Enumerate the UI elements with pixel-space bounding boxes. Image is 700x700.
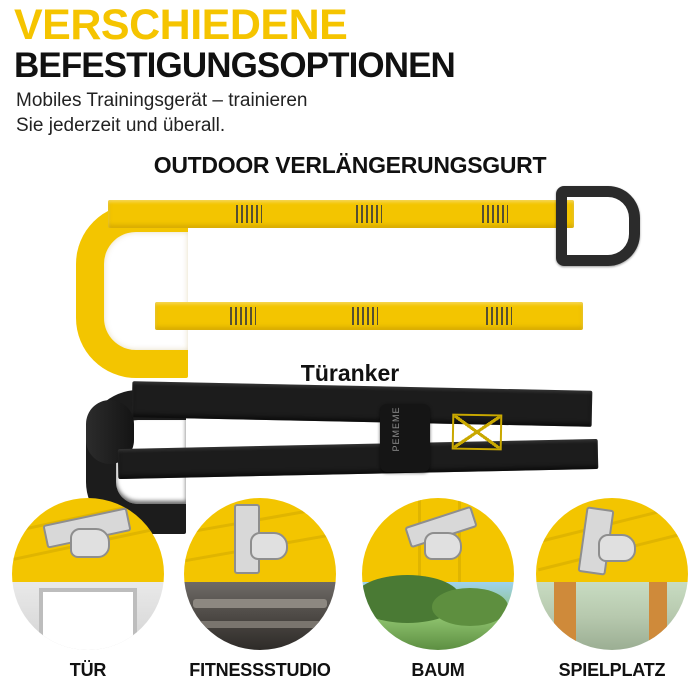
stitch-mark xyxy=(482,205,508,223)
stitch-mark xyxy=(486,307,512,325)
subheadline-line-2: Sie jederzeit und überall. xyxy=(16,115,226,136)
brand-text: PEMEME xyxy=(391,406,401,452)
scene-top-background xyxy=(362,498,514,582)
x-box-stitch xyxy=(452,414,503,451)
door-frame-photo xyxy=(12,582,164,650)
use-case-playground xyxy=(532,498,692,681)
stitch-mark xyxy=(356,205,382,223)
yellow-extension-strap-image xyxy=(0,180,700,355)
hand-icon xyxy=(250,532,288,560)
hand-icon xyxy=(598,534,636,562)
subheadline-line-1: Mobiles Trainingsgerät – trainieren xyxy=(16,90,308,111)
yellow-strap-loop xyxy=(76,204,188,378)
use-case-caption: SPIELPLATZ xyxy=(558,660,666,680)
playground-photo xyxy=(536,582,688,650)
scene-top-background xyxy=(536,498,688,582)
scene-top-background xyxy=(184,498,336,582)
use-case-door-image xyxy=(12,498,164,650)
headline-secondary: BEFESTIGUNGSOPTIONEN xyxy=(14,46,455,85)
use-case-tree xyxy=(358,498,518,681)
tree-photo xyxy=(362,582,514,650)
guide-line xyxy=(185,505,335,534)
use-case-gallery xyxy=(0,498,700,700)
stitch-mark xyxy=(230,307,256,325)
stitch-mark xyxy=(236,205,262,223)
gym-photo xyxy=(184,582,336,650)
use-case-door xyxy=(8,498,168,681)
use-case-caption: FITNESSSTUDIO xyxy=(189,660,331,680)
use-case-tree-image xyxy=(362,498,514,650)
door-anchor-image xyxy=(0,382,700,492)
hand-icon xyxy=(70,528,110,558)
headline-primary: VERSCHIEDENE xyxy=(14,1,348,49)
product-label-outdoor: OUTDOOR VERLÄNGERUNGSGURT xyxy=(153,152,547,178)
subheadline xyxy=(16,88,308,138)
scene-top-background xyxy=(12,498,164,582)
black-strap-upper-run xyxy=(132,381,593,427)
use-case-playground-image xyxy=(536,498,688,650)
stitch-mark xyxy=(352,307,378,325)
use-case-caption: TÜR xyxy=(69,660,107,680)
black-strap-lower-run xyxy=(118,439,599,479)
product-label-door-anchor: Türanker xyxy=(300,360,400,386)
hand-icon xyxy=(424,532,462,560)
use-case-gym xyxy=(180,498,340,681)
d-ring-icon xyxy=(556,186,640,266)
use-case-gym-image xyxy=(184,498,336,650)
use-case-caption: BAUM xyxy=(411,660,465,680)
